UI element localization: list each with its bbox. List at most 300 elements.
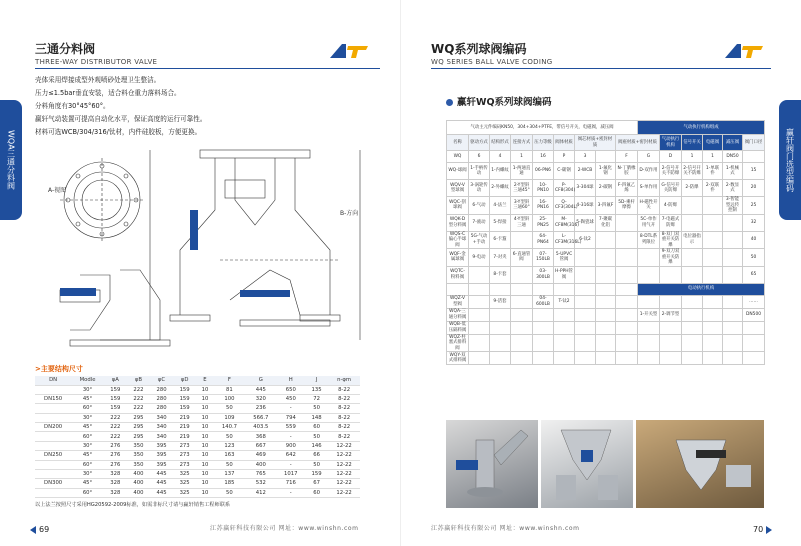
table-cell: 350 bbox=[127, 441, 150, 450]
table-cell: 10 bbox=[196, 441, 214, 450]
table-header-row bbox=[447, 135, 765, 151]
table-cell: 4-Y型斜三通 bbox=[511, 214, 533, 231]
table-cell: 12-22 bbox=[328, 469, 360, 478]
table-cell: 8-22 bbox=[328, 404, 360, 413]
table-cell: 8-双门双重开关防爆 bbox=[660, 231, 682, 249]
table-cell bbox=[616, 321, 638, 334]
table-cell: WQB-低压隔料阀 bbox=[447, 321, 469, 334]
table-cell bbox=[703, 334, 723, 352]
table-cell: 159 bbox=[305, 469, 328, 478]
table-row bbox=[35, 423, 360, 432]
table-cell: 559 bbox=[276, 423, 305, 432]
table-cell bbox=[703, 197, 723, 215]
table-row bbox=[35, 394, 360, 403]
table-cell: 222 bbox=[127, 404, 150, 413]
table-cell: 25-PN25 bbox=[533, 214, 554, 231]
table-cell: 45° bbox=[71, 394, 104, 403]
table-cell: 325 bbox=[173, 488, 196, 497]
table-cell bbox=[511, 334, 533, 352]
table-cell bbox=[35, 432, 71, 441]
table-cell bbox=[682, 334, 703, 352]
table-row bbox=[447, 295, 765, 308]
desc-line: 分料角度有30°45°60°。 bbox=[35, 102, 110, 110]
table-cell bbox=[743, 321, 765, 334]
table-cell bbox=[533, 334, 554, 352]
table-cell: 325 bbox=[173, 479, 196, 488]
table-cell bbox=[533, 321, 554, 334]
table-cell: 222 bbox=[104, 413, 127, 422]
table-cell bbox=[723, 295, 743, 308]
table-cell: 650 bbox=[276, 385, 305, 394]
table-cell: 6 bbox=[469, 151, 490, 163]
table-cell: 219 bbox=[173, 423, 196, 432]
table-cell: WQZ-柱塞式排料阀 bbox=[447, 334, 469, 352]
table-header-cell: F bbox=[214, 376, 245, 385]
table-cell: 4 bbox=[490, 151, 511, 163]
valve-photo-2 bbox=[541, 420, 633, 508]
table-cell bbox=[616, 283, 638, 295]
table-cell: 340 bbox=[150, 432, 173, 441]
table-cell bbox=[616, 352, 638, 365]
page-title-cn: 三通分料阀 bbox=[35, 42, 96, 56]
table-cell bbox=[511, 231, 533, 249]
table-cell: 273 bbox=[173, 441, 196, 450]
table-cell: 1-内螺纹 bbox=[490, 163, 511, 180]
table-cell: WQ-球阀 bbox=[447, 163, 469, 180]
table-cell: WQTC-粉料阀 bbox=[447, 266, 469, 283]
table-cell: F bbox=[616, 151, 638, 163]
table-cell: DN200 bbox=[35, 423, 71, 432]
table-cell: 9-电动 bbox=[469, 249, 490, 267]
table-cell: 2-外螺纹 bbox=[490, 180, 511, 197]
table-cell bbox=[511, 295, 533, 308]
table-row bbox=[447, 180, 765, 197]
table-cell: 5-UPVC管阀 bbox=[554, 249, 575, 267]
table-cell bbox=[703, 295, 723, 308]
table-cell: N-丁腈橡胶 bbox=[616, 163, 638, 180]
title-divider bbox=[35, 68, 380, 69]
table-cell bbox=[554, 352, 575, 365]
footer-left: 江苏赢轩科技有限公司 网址：www.winshn.com bbox=[210, 525, 359, 532]
arrow-right-icon bbox=[766, 526, 772, 534]
table-cell: 2-信号开关不防爆 bbox=[660, 163, 682, 180]
table-header-cell: E bbox=[196, 376, 214, 385]
table-header-cell: 信号开关 bbox=[682, 135, 703, 151]
table-cell bbox=[575, 295, 596, 308]
table-cell: S-单作用 bbox=[638, 180, 660, 197]
table-cell bbox=[723, 334, 743, 352]
brand-logo bbox=[723, 42, 765, 60]
table-cell: 1 bbox=[682, 151, 703, 163]
table-cell: 8-DTL系列限位 bbox=[638, 231, 660, 249]
table-cell: 900 bbox=[276, 441, 305, 450]
table-cell: 1-开关型 bbox=[638, 308, 660, 321]
table-cell: 9-活套 bbox=[490, 295, 511, 308]
table-cell: 16 bbox=[533, 151, 554, 163]
table-cell bbox=[596, 308, 616, 321]
table-cell bbox=[575, 249, 596, 267]
table-cell: 16-PN16 bbox=[533, 197, 554, 215]
table-cell: Q-CF3(304L) bbox=[554, 197, 575, 215]
table-cell: WQ bbox=[447, 151, 469, 163]
table-cell: D-双作用 bbox=[638, 163, 660, 180]
table-cell: 395 bbox=[150, 441, 173, 450]
table-header-cell: φA bbox=[104, 376, 127, 385]
table-cell bbox=[723, 231, 743, 249]
table-header-cell: 结构形式 bbox=[490, 135, 511, 151]
table-cell bbox=[616, 308, 638, 321]
table-cell bbox=[490, 283, 511, 295]
table-cell bbox=[447, 283, 469, 295]
table-cell bbox=[596, 352, 616, 365]
table-cell: 10 bbox=[196, 394, 214, 403]
table-cell bbox=[682, 295, 703, 308]
table-row bbox=[447, 334, 765, 352]
table-cell bbox=[703, 231, 723, 249]
table-cell: 350 bbox=[127, 451, 150, 460]
table-cell: 400 bbox=[127, 479, 150, 488]
table-cell bbox=[511, 352, 533, 365]
table-cell bbox=[596, 249, 616, 267]
table-header-cell: 压力等级 bbox=[533, 135, 554, 151]
table-cell bbox=[660, 295, 682, 308]
table-cell: 328 bbox=[104, 479, 127, 488]
table-cell: 1-手柄传动 bbox=[469, 163, 490, 180]
table-note: 以上法兰按照尺寸采用HG20592-2009标准，如需非标尺寸请与赢轩销售工程师联系 bbox=[35, 502, 231, 508]
table-cell: 450 bbox=[276, 394, 305, 403]
table-row bbox=[447, 214, 765, 231]
table-cell bbox=[35, 469, 71, 478]
table-cell: 60° bbox=[71, 488, 104, 497]
table-cell bbox=[469, 283, 490, 295]
table-cell bbox=[703, 308, 723, 321]
table-cell bbox=[616, 295, 638, 308]
table-cell: 10 bbox=[196, 385, 214, 394]
table-cell: 148 bbox=[305, 413, 328, 422]
table-cell bbox=[723, 249, 743, 267]
table-cell: P-CF8(304) bbox=[554, 180, 575, 197]
table-header-cell: J bbox=[305, 376, 328, 385]
table-cell: 716 bbox=[276, 479, 305, 488]
table-cell: 50 bbox=[214, 488, 245, 497]
page-number-text: 69 bbox=[39, 525, 50, 534]
table-row bbox=[35, 479, 360, 488]
table-cell: 12-22 bbox=[328, 441, 360, 450]
table-cell: 5-陶瓷球 bbox=[575, 214, 596, 231]
footer-right: 江苏赢轩科技有限公司 网址：www.winshn.com bbox=[431, 525, 580, 532]
table-cell: 280 bbox=[150, 385, 173, 394]
table-row bbox=[35, 441, 360, 450]
title-divider bbox=[431, 68, 771, 69]
table-cell: 40 bbox=[743, 231, 765, 249]
table-row bbox=[35, 469, 360, 478]
table-cell: 12-22 bbox=[328, 451, 360, 460]
table-cell: 30° bbox=[71, 441, 104, 450]
table-cell: 3-涡轮传动 bbox=[469, 180, 490, 197]
table-cell: 60° bbox=[71, 404, 104, 413]
table-cell: 50 bbox=[305, 460, 328, 469]
table-cell: 10 bbox=[196, 479, 214, 488]
table-cell: 765 bbox=[245, 469, 276, 478]
table-row bbox=[35, 432, 360, 441]
page-title-en: WQ SERIES BALL VALVE CODING bbox=[431, 58, 553, 66]
table-cell: 10-PN10 bbox=[533, 180, 554, 197]
side-tab-right: 赢轩阀门选型编码 bbox=[779, 100, 801, 220]
table-cell: 395 bbox=[150, 460, 173, 469]
table-cell: WQZ-V型阀 bbox=[447, 295, 469, 308]
table-cell: 222 bbox=[104, 432, 127, 441]
table-cell: 340 bbox=[150, 413, 173, 422]
drawing-label: B-方向 bbox=[340, 210, 359, 217]
table-row bbox=[35, 488, 360, 497]
table-cell: 4-316球 bbox=[575, 197, 596, 215]
table-cell: 4-法兰 bbox=[490, 197, 511, 215]
table-row bbox=[447, 321, 765, 334]
table-cell: 159 bbox=[173, 385, 196, 394]
table-header-row bbox=[35, 376, 360, 385]
table-cell bbox=[596, 151, 616, 163]
table-cell: 45° bbox=[71, 479, 104, 488]
coding-heading-text: 赢轩WQ系列球阀编码 bbox=[457, 97, 552, 108]
table-cell: G-信号开关防爆 bbox=[660, 180, 682, 197]
table-row bbox=[447, 231, 765, 249]
table-cell bbox=[638, 352, 660, 365]
page-number-left bbox=[30, 525, 49, 534]
table-cell: 4-防爆 bbox=[660, 197, 682, 215]
table-header-cell: φB bbox=[127, 376, 150, 385]
table-cell bbox=[703, 321, 723, 334]
description bbox=[35, 74, 235, 139]
table-cell bbox=[575, 283, 596, 295]
table-cell bbox=[723, 352, 743, 365]
page-title-cn: WQ系列球阀编码 bbox=[431, 42, 527, 56]
table-header-cell: φC bbox=[150, 376, 173, 385]
table-cell: 8-22 bbox=[328, 423, 360, 432]
table-cell: 60° bbox=[71, 432, 104, 441]
table-cell bbox=[682, 197, 703, 215]
table-cell: 10 bbox=[196, 460, 214, 469]
table-cell: 6-直通管阀 bbox=[511, 249, 533, 267]
table-cell: 2-碳钢 bbox=[596, 180, 616, 197]
table-cell: 2-数显式 bbox=[723, 180, 743, 197]
table-cell: 273 bbox=[173, 460, 196, 469]
table-cell: 3-智能型远传控制 bbox=[723, 197, 743, 215]
table-cell bbox=[575, 334, 596, 352]
table-cell: 3-304球 bbox=[575, 180, 596, 197]
table-cell bbox=[638, 334, 660, 352]
bullet-icon bbox=[446, 99, 453, 106]
table-cell: DN50 bbox=[723, 151, 743, 163]
table-cell: 340 bbox=[150, 423, 173, 432]
table-cell bbox=[596, 231, 616, 249]
table-cell bbox=[682, 352, 703, 365]
table-cell: 5G-气动+手动 bbox=[469, 231, 490, 249]
table-cell: 1 bbox=[703, 151, 723, 163]
table-cell: 276 bbox=[104, 451, 127, 460]
table-cell: 642 bbox=[276, 451, 305, 460]
table-cell bbox=[743, 334, 765, 352]
table-cell bbox=[596, 321, 616, 334]
table-cell: 5D-乘杆摩擦 bbox=[616, 197, 638, 215]
table-cell bbox=[682, 308, 703, 321]
table-cell: 328 bbox=[104, 469, 127, 478]
table-cell bbox=[703, 352, 723, 365]
table-cell bbox=[723, 321, 743, 334]
table-cell: 50 bbox=[305, 404, 328, 413]
table-cell bbox=[682, 321, 703, 334]
table-cell bbox=[596, 283, 616, 295]
table-cell: 1-两通直通 bbox=[511, 163, 533, 180]
table-cell bbox=[469, 308, 490, 321]
table-cell bbox=[703, 266, 723, 283]
table-cell: 222 bbox=[127, 394, 150, 403]
table-cell: 159 bbox=[104, 385, 127, 394]
valve-photo-1 bbox=[446, 420, 538, 508]
table-cell: 66 bbox=[305, 451, 328, 460]
table-cell: F-四氟乙烯 bbox=[616, 180, 638, 197]
table-cell: 45° bbox=[71, 451, 104, 460]
table-cell: 350 bbox=[127, 460, 150, 469]
table-cell: 532 bbox=[245, 479, 276, 488]
table-cell bbox=[723, 214, 743, 231]
table-header-cell: 阀座材质+密封材质 bbox=[616, 135, 660, 151]
table-cell: 8-22 bbox=[328, 413, 360, 422]
table-cell: C-碳钢 bbox=[554, 163, 575, 180]
table-cell bbox=[596, 334, 616, 352]
table-cell: 280 bbox=[150, 394, 173, 403]
table-cell: 72 bbox=[305, 394, 328, 403]
table-cell: - bbox=[276, 404, 305, 413]
table-cell: 667 bbox=[245, 441, 276, 450]
table-cell bbox=[490, 352, 511, 365]
table-row bbox=[35, 413, 360, 422]
page-number-text: 70 bbox=[753, 525, 764, 534]
table-header-cell: 阀体材质 bbox=[554, 135, 575, 151]
page-number-right bbox=[753, 525, 772, 534]
table-cell bbox=[703, 249, 723, 267]
desc-line: 压力≤1.5bar垂直安装，适合料仓重力落料场合。 bbox=[35, 89, 181, 97]
table-cell bbox=[554, 321, 575, 334]
table-cell: 2-WCB bbox=[575, 163, 596, 180]
table-top-note: 气动主元件编码KN50，304+304+PTFE，带信号开关，电磁阀，减压阀 bbox=[447, 121, 638, 135]
table-cell: 10 bbox=[196, 469, 214, 478]
table-header-cell: 名称 bbox=[447, 135, 469, 151]
table-cell: 273 bbox=[173, 451, 196, 460]
table-cell: 1-机械式 bbox=[723, 163, 743, 180]
table-cell: 7-对夹 bbox=[490, 249, 511, 267]
table-cell: 276 bbox=[104, 441, 127, 450]
table-cell bbox=[660, 266, 682, 283]
table-cell: 30° bbox=[71, 469, 104, 478]
table-cell bbox=[575, 308, 596, 321]
table-cell: 280 bbox=[150, 404, 173, 413]
table-cell: 400 bbox=[127, 469, 150, 478]
arrow-left-icon bbox=[30, 526, 36, 534]
table-cell bbox=[469, 334, 490, 352]
table-cell bbox=[469, 266, 490, 283]
table-cell: 04-600LB bbox=[533, 295, 554, 308]
valve-photo-3 bbox=[636, 420, 764, 508]
table-cell bbox=[596, 295, 616, 308]
table-cell bbox=[596, 266, 616, 283]
table-cell: 10 bbox=[196, 413, 214, 422]
table-cell: 400 bbox=[245, 460, 276, 469]
table-cell bbox=[638, 249, 660, 267]
table-cell: 163 bbox=[214, 451, 245, 460]
table-cell bbox=[723, 308, 743, 321]
table-cell: 328 bbox=[104, 488, 127, 497]
table-cell: 794 bbox=[276, 413, 305, 422]
table-cell: 159 bbox=[104, 404, 127, 413]
table-cell: WQF-金属球阀 bbox=[447, 249, 469, 267]
table-row bbox=[447, 163, 765, 180]
table-row bbox=[447, 151, 765, 163]
table-cell: 电位器指示 bbox=[682, 231, 703, 249]
table-cell: T-钛2 bbox=[554, 295, 575, 308]
table-cell: 2-信号开关不防爆 bbox=[682, 163, 703, 180]
table-header-cell: Modle bbox=[71, 376, 104, 385]
table-cell: 123 bbox=[214, 441, 245, 450]
table-cell: 20 bbox=[743, 180, 765, 197]
table-row bbox=[35, 451, 360, 460]
table-cell bbox=[469, 352, 490, 365]
table-cell: 1-氟化钢 bbox=[596, 163, 616, 180]
table-cell bbox=[575, 266, 596, 283]
table-cell bbox=[682, 249, 703, 267]
table-cell: 50 bbox=[305, 432, 328, 441]
table-header-cell: H bbox=[276, 376, 305, 385]
table-cell: 109 bbox=[214, 413, 245, 422]
dimension-table bbox=[35, 376, 360, 498]
table-cell: 60 bbox=[305, 488, 328, 497]
table-cell bbox=[554, 308, 575, 321]
table-cell bbox=[743, 352, 765, 365]
table-cell: 45° bbox=[71, 423, 104, 432]
table-header-cell: 连接方式 bbox=[511, 135, 533, 151]
table-cell bbox=[638, 295, 660, 308]
table-cell: 60° bbox=[71, 460, 104, 469]
electric-actuator-label: 电动执行机构 bbox=[638, 283, 765, 295]
table-cell: 159 bbox=[173, 404, 196, 413]
table-cell: 32 bbox=[743, 214, 765, 231]
table-cell: 15 bbox=[743, 163, 765, 180]
table-cell: 368 bbox=[245, 432, 276, 441]
table-cell: WQA-三通分料阀 bbox=[447, 308, 469, 321]
table-cell: - bbox=[276, 432, 305, 441]
table-cell: 7-聚碳化铝 bbox=[596, 214, 616, 231]
table-cell: 12-22 bbox=[328, 488, 360, 497]
table-cell: …… bbox=[743, 295, 765, 308]
table-top-right: 气动执行机构组成 bbox=[638, 121, 765, 135]
table-cell: D bbox=[660, 151, 682, 163]
table-cell bbox=[35, 488, 71, 497]
table-cell bbox=[575, 321, 596, 334]
table-cell: WQK-D型分料阀 bbox=[447, 214, 469, 231]
right-page bbox=[400, 0, 800, 546]
table-cell: DN150 bbox=[35, 394, 71, 403]
side-tab-left: WQA三通分料阀 bbox=[0, 100, 22, 220]
table-cell bbox=[490, 334, 511, 352]
table-header-cell: n-φm bbox=[328, 376, 360, 385]
table-row bbox=[447, 197, 765, 215]
table-cell bbox=[682, 214, 703, 231]
table-cell: 1 bbox=[511, 151, 533, 163]
table-header-cell: 气动执行机构 bbox=[660, 135, 682, 151]
table-cell: 6-钛2 bbox=[575, 231, 596, 249]
table-cell bbox=[490, 308, 511, 321]
table-cell bbox=[35, 460, 71, 469]
table-cell: 03-300LB bbox=[533, 266, 554, 283]
